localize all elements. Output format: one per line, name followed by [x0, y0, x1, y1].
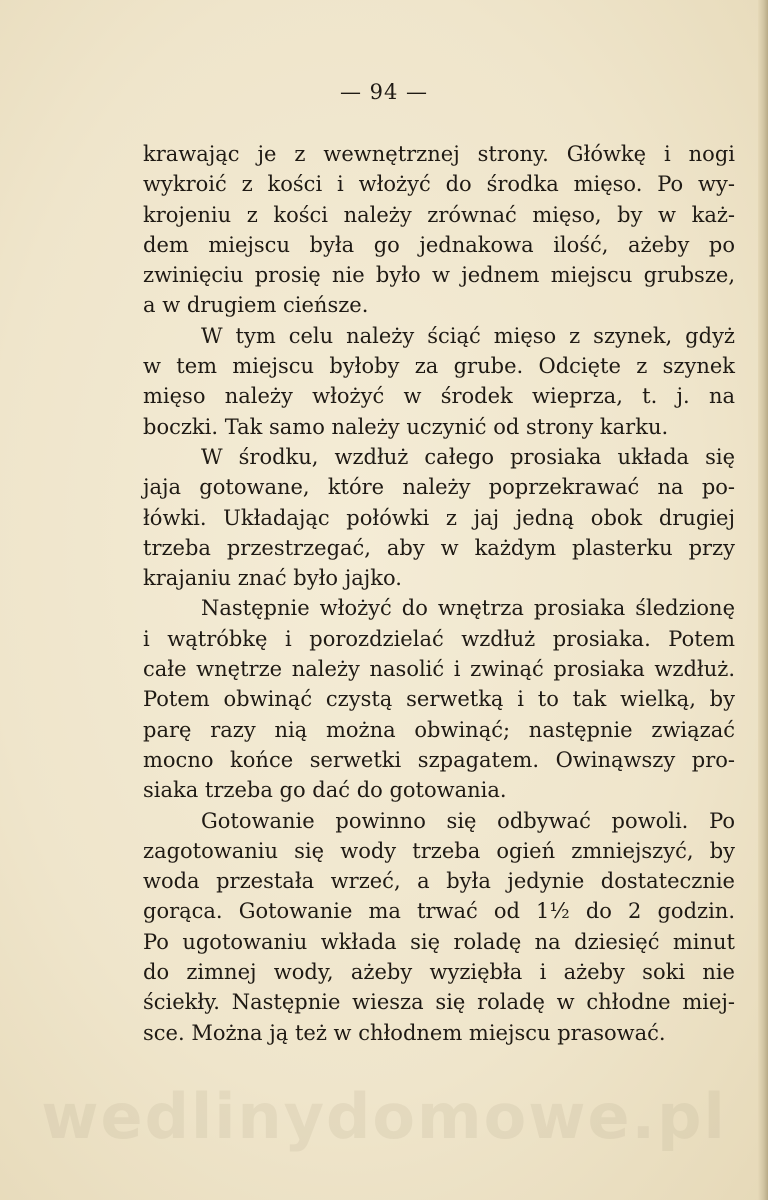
text-line: jaja gotowane, które należy poprzekrawać na po- [143, 475, 735, 500]
text-line: gorąca. Gotowanie ma trwać od 1½ do 2 godzin. [143, 899, 735, 924]
text-line: boczki. Tak samo należy uczynić od strony karku. [143, 414, 669, 439]
text-line: mięso należy włożyć w środek wieprza, t. j. na [143, 384, 735, 409]
text-line: Po ugotowaniu wkłada się roladę na dziesięć minut [143, 929, 735, 954]
text-line: krawając je z wewnętrznej strony. Główkę i nogi [143, 142, 735, 166]
text-line: wykroić z kości i włożyć do środka mięso. Po wy- [143, 172, 735, 197]
text-line: a w drugiem cieńsze. [143, 293, 369, 318]
text-line: Gotowanie powinno się odbywać powoli. Po [201, 808, 735, 833]
text-line: sce. Można ją też w chłodnem miejscu prasować. [143, 1020, 666, 1045]
text-line: trzeba przestrzegać, aby w każdym plasterku przy [143, 535, 735, 560]
text-line: łówki. Układając połówki z jaj jedną obok drugiej [143, 505, 735, 530]
text-line: krojeniu z kości należy zrównać mięso, by w każ- [143, 202, 735, 227]
text-line: krajaniu znać było jajko. [143, 566, 402, 591]
text-line: mocno końce serwetki szpagatem. Owinąwszy pro- [143, 747, 735, 772]
text-line: woda przestała wrzeć, a była jedynie dostatecznie [143, 869, 735, 894]
text-line: W tym celu należy ściąć mięso z szynek, gdyż [201, 323, 735, 348]
text-line: do zimnej wody, ażeby wyziębła i ażeby soki nie [143, 960, 735, 985]
text-line: zagotowaniu się wody trzeba ogień zmniejszyć, by [143, 838, 735, 863]
body-text [143, 139, 735, 1048]
text-line: całe wnętrze należy nasolić i zwinąć prosiaka wzdłuż. [143, 657, 735, 682]
text-line: W środku, wzdłuż całego prosiaka układa się [201, 444, 735, 469]
text-line: Następnie włożyć do wnętrza prosiaka śledzionę [201, 596, 735, 621]
text-line: dem miejscu była go jednakowa ilość, ażeby po [143, 232, 735, 257]
page-edge [758, 0, 768, 1200]
page-number: — 94 — [339, 80, 429, 104]
text-line: siaka trzeba go dać do gotowania. [143, 778, 507, 803]
text-line: parę razy nią można obwinąć; następnie związać [143, 717, 735, 742]
text-line: i wątróbkę i porozdzielać wzdłuż prosiaka. Potem [143, 626, 735, 651]
text-line: Potem obwinąć czystą serwetką i to tak wielką, by [143, 687, 735, 712]
text-line: ściekły. Następnie wiesza się roladę w chłodne miej- [143, 990, 735, 1015]
text-line: zwinięciu prosię nie było w jednem miejscu grubsze, [143, 263, 735, 288]
text-line: w tem miejscu byłoby za grube. Odcięte z szynek [143, 354, 735, 379]
watermark: wedlinydomowe.pl [41, 1080, 727, 1153]
